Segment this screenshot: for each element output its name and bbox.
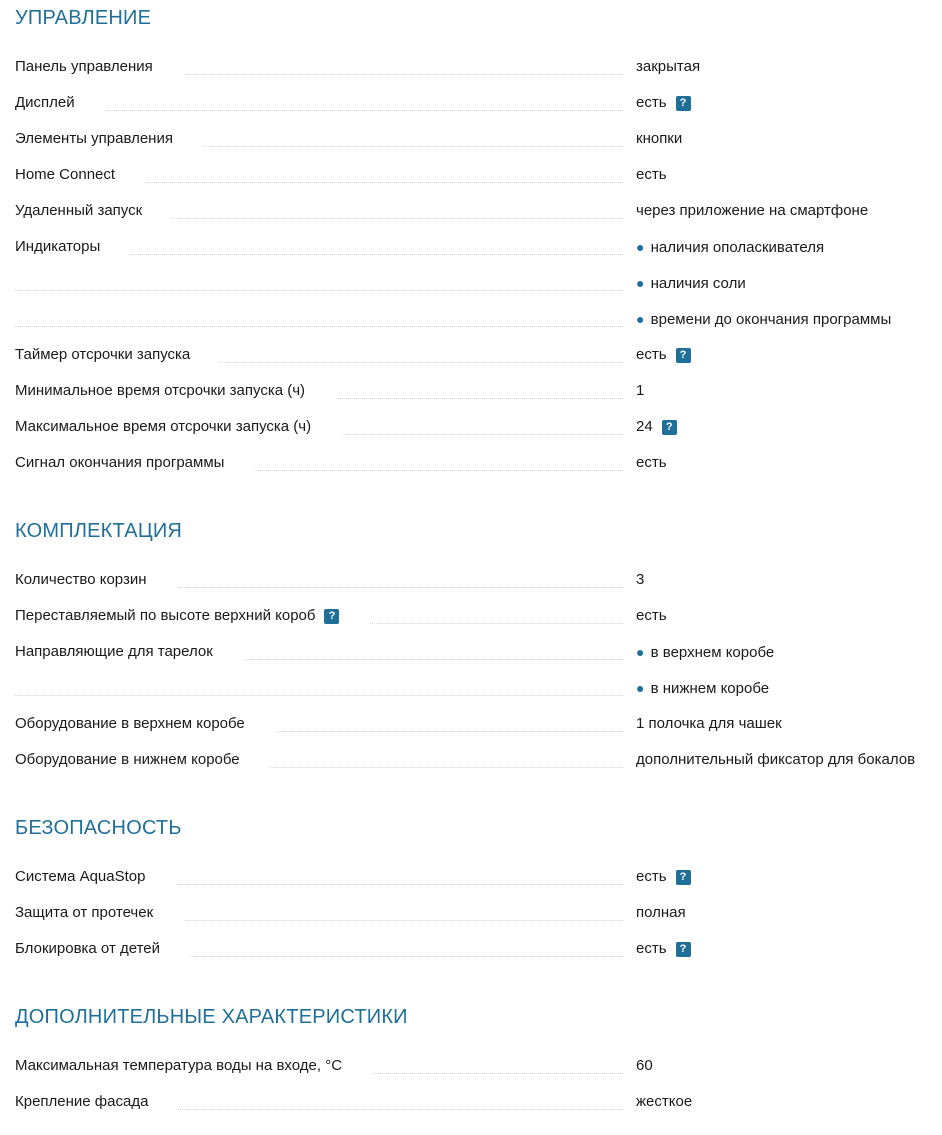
- spec-value: закрытая: [636, 58, 701, 75]
- spec-row: [15, 374, 942, 410]
- spec-name: Количество корзин: [15, 571, 623, 589]
- spec-name: Индикаторы: [15, 238, 623, 256]
- spec-name: Элементы управления: [15, 130, 623, 148]
- spec-name: Крепление фасада: [15, 1093, 623, 1111]
- bullet-icon: ●: [636, 275, 645, 291]
- spec-row: [15, 743, 942, 779]
- spec-name: Блокировка от детей: [15, 940, 623, 958]
- spec-row: [15, 122, 942, 158]
- spec-value: есть: [636, 166, 667, 183]
- spec-row: [15, 599, 942, 635]
- spec-value: кнопки: [636, 130, 683, 147]
- spec-value: ● времени до окончания программы: [636, 311, 892, 328]
- spec-value: 1 полочка для чашек: [636, 715, 782, 732]
- spec-value: есть ?: [636, 868, 691, 886]
- spec-row: [15, 86, 942, 122]
- spec-value: жесткое: [636, 1093, 693, 1110]
- spec-row: [15, 671, 942, 707]
- spec-row: [15, 563, 942, 599]
- spec-name: Home Connect: [15, 166, 623, 184]
- spec-value: ● наличия ополаскивателя: [636, 239, 825, 256]
- section-title-additional: ДОПОЛНИТЕЛЬНЫЕ ХАРАКТЕРИСТИКИ: [15, 1006, 408, 1028]
- spec-row: [15, 932, 942, 968]
- help-icon[interactable]: ?: [324, 609, 339, 624]
- spec-row: [15, 1085, 942, 1121]
- bullet-icon: ●: [636, 644, 645, 660]
- spec-name: Дисплей: [15, 94, 623, 112]
- spec-value: ● в нижнем коробе: [636, 680, 770, 697]
- help-icon[interactable]: ?: [676, 870, 691, 885]
- spec-value: дополнительный фиксатор для бокалов: [636, 751, 916, 768]
- spec-row: [15, 230, 942, 266]
- spec-row: [15, 194, 942, 230]
- spec-value: есть: [636, 607, 667, 624]
- section-title-controls: УПРАВЛЕНИЕ: [15, 7, 152, 29]
- spec-value: через приложение на смартфоне: [636, 202, 869, 219]
- spec-name: Оборудование в нижнем коробе: [15, 751, 623, 769]
- spec-value: 60: [636, 1057, 653, 1074]
- bullet-icon: ●: [636, 311, 645, 327]
- spec-row: [15, 410, 942, 446]
- spec-name: Сигнал окончания программы: [15, 454, 623, 472]
- bullet-icon: ●: [636, 239, 645, 255]
- spec-value: 24 ?: [636, 418, 677, 436]
- spec-row: [15, 1049, 942, 1085]
- spec-name: Направляющие для тарелок: [15, 643, 623, 661]
- spec-value: есть: [636, 454, 667, 471]
- spec-value: есть ?: [636, 94, 691, 112]
- spec-row: [15, 446, 942, 482]
- spec-row: [15, 338, 942, 374]
- spec-name: Удаленный запуск: [15, 202, 623, 220]
- spec-name: Переставляемый по высоте верхний короб ?: [15, 607, 623, 625]
- spec-name: Оборудование в верхнем коробе: [15, 715, 623, 733]
- spec-value: ● в верхнем коробе: [636, 644, 775, 661]
- spec-value: 1: [636, 382, 645, 399]
- spec-name: Максимальное время отсрочки запуска (ч): [15, 418, 623, 436]
- bullet-icon: ●: [636, 680, 645, 696]
- help-icon[interactable]: ?: [676, 96, 691, 111]
- section-title-safety: БЕЗОПАСНОСТЬ: [15, 817, 182, 839]
- spec-value: 3: [636, 571, 645, 588]
- spec-name: [15, 274, 623, 292]
- spec-value: ● наличия соли: [636, 275, 746, 292]
- help-icon[interactable]: ?: [662, 420, 677, 435]
- spec-row: [15, 50, 942, 86]
- spec-name: Система AquaStop: [15, 868, 623, 886]
- spec-row: [15, 158, 942, 194]
- spec-name: Минимальное время отсрочки запуска (ч): [15, 382, 623, 400]
- spec-name: Панель управления: [15, 58, 623, 76]
- spec-name: [15, 310, 623, 328]
- spec-value: полная: [636, 904, 686, 921]
- spec-row: [15, 860, 942, 896]
- spec-row: [15, 302, 942, 338]
- spec-name: Таймер отсрочки запуска: [15, 346, 623, 364]
- spec-name: Максимальная температура воды на входе, °C: [15, 1057, 623, 1075]
- spec-row: [15, 707, 942, 743]
- spec-value: есть ?: [636, 346, 691, 364]
- section-title-equipment: КОМПЛЕКТАЦИЯ: [15, 520, 183, 542]
- spec-row: [15, 635, 942, 671]
- spec-value: есть ?: [636, 940, 691, 958]
- spec-row: [15, 266, 942, 302]
- help-icon[interactable]: ?: [676, 942, 691, 957]
- spec-name: Защита от протечек: [15, 904, 623, 922]
- help-icon[interactable]: ?: [676, 348, 691, 363]
- spec-row: [15, 896, 942, 932]
- spec-name: [15, 679, 623, 697]
